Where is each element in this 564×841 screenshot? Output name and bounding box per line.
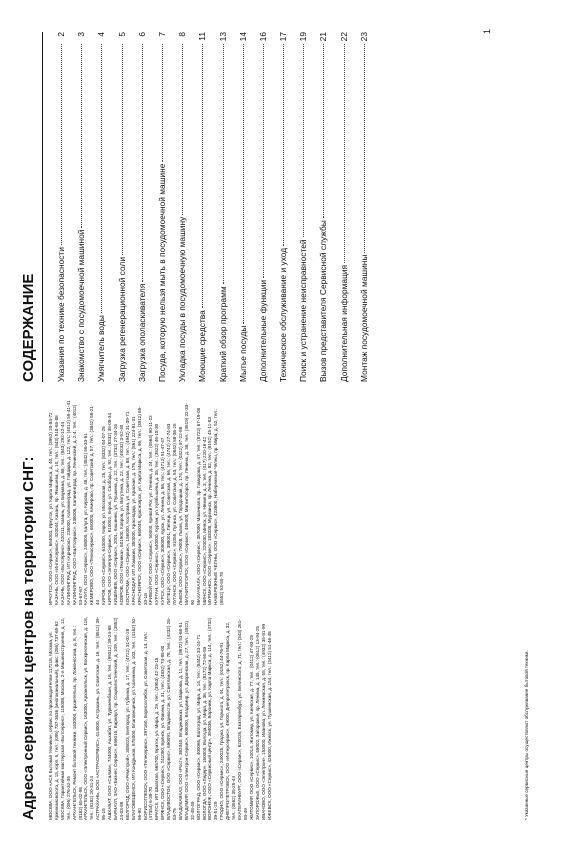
footnote: * Указанные сервисные центры осуществляют обслуживание бытовой техники. (524, 650, 529, 820)
service-center-entry: ИЖЕВСК, ООО «Сервис», 426000, Ижевск, ул. Пушкинская, д. 154, тел.: (3412) 51-46-48 (266, 631, 272, 820)
toc-entry-page: 5 (116, 32, 127, 37)
service-center-entry: КАЛУГА, ООО «Сервис», 248000, Калуга, ул. Кирова, д. 48, тел.: (4842) 56-33-61 (83, 433, 89, 605)
rotated-sheet (12, 20, 552, 820)
service-center-entry: АСТРАХАНЬ, ООО «АСТРАСЕРВИС», 414000, Астрахань, ул. Советская, д. 16, тел.: (8512) 39-95-16 (95, 616, 107, 820)
toc-entry (137, 32, 157, 382)
service-center-entry: МУРМАНСК, ООО «Сервис», 183038, Мурманск, пр. Ленина, д. 82, тел.: (8152) 45-11-83 (207, 417, 213, 605)
toc-entry (339, 32, 359, 382)
service-center-entry: КОСТРОМА, ООО «Сервис», 156000, Кострома, ул. Советская, д. 88, тел.: (4942) 31-39-71 (124, 411, 130, 605)
service-center-entry: ЕКАТЕРИНБУРГ, ООО «Сервис», 620026, Екатеринбург, ул. Белинского, д. 71, тел.: (343) 261-93-49 (237, 619, 248, 820)
service-center-entry: ВОЛГОГРАД, ООО «Сервис», 400066, Волгоград, ул. Мира, д. 14, тел.: (8442) 33-24-71 (195, 634, 201, 820)
page-number: 1 (482, 28, 492, 34)
toc-entry-title: Вызов представителя Сервисной службы (318, 220, 329, 382)
service-center-entry: БЛАГОВЕЩЕНСК, ИП Кондрыков, 675000, Благовещенск, ул. Калинина, д. 103, тел.: (4162) 52-56-90 (130, 616, 142, 820)
service-center-entry: КРАСНОЯРСК, ООО «Сервис», 660049, Красноярск, ул. Карла Маркса, д. 95, тел.: (3912) 65-33-18 (136, 406, 148, 605)
service-center-entry: ВОРОНЕЖ, ООО «Сервисный центр», 394036, Воронеж, ул. Карла Маркса, д. 114, тел.: (4732) 39-51-29 (207, 617, 219, 820)
toc-entry (258, 32, 278, 382)
service-center-entry: ГРОДНО, ООО «Сервис», 230025, Гродно, ул. Горького, д. 91, тел.: (0152) 44-76-91 (219, 642, 225, 820)
toc-leader-dots (283, 44, 284, 246)
toc-entry (359, 32, 379, 382)
service-center-entry: КАЛИНИНГРАД, ООО «Балтсервис», 236006, Калининград, пр. Ленинский, д. 2-4, тел.: (4012) 53-67-67 (71, 404, 83, 605)
service-center-entry: БРЯНСК, ООО «Сервис», 241050, Брянск, ул. Фокина, д. 31, тел.: (4832) 74-85-00 (160, 645, 166, 820)
service-center-entry: БРАТСК, ИП Шматков, 665700, Братск, ул. Мира, д. 29, тел.: (3953) 42-23-15 (154, 657, 160, 820)
toc-entry-title: Посуда, которую нельзя мыть в посудомоечной машине (156, 163, 167, 382)
toc-entry (96, 32, 116, 382)
toc-entry-page: 21 (318, 32, 329, 42)
toc-entry-title: Мытье посуды (237, 325, 248, 382)
toc-leader-dots (122, 44, 123, 255)
service-center-entry: КАЛИНИНГРАД, ИП «Арнаков», 236000, Калининград, ул. Гайдара, д. 122, тел.: (4012) 55-41-41 (65, 400, 71, 605)
service-center-entry: ЗАПОРОЖЬЕ, ООО «Сервис», 69002, Запорожье, пр. Ленина, д. 145, тел.: (0612) 13-94-25 (254, 626, 260, 820)
contents-section (12, 20, 552, 382)
service-center-entry: КИШИНЕВ, ООО «Сервис», 2001, Кишинев, ул. Пушкина, д. 22, тел.: (3732) 27-34-26 (112, 424, 118, 605)
toc-entry-page: 8 (177, 32, 188, 37)
toc-entry-title: Краткий обзор программ (217, 286, 228, 382)
toc-entry-page: 16 (257, 32, 268, 42)
service-center-entry: ИВАНОВО, ООО «Электрон», 153000, Иваново, ул. Лежневская, д. 55, тел.: (4932) 35-81-99 (260, 623, 266, 820)
service-center-entry: ВЛАДИМИР, ООО «Электрон-Сервис», 600000, Владимир, ул. Дворянская, д. 27, тел.: (4922) 32-48-49 (183, 620, 195, 820)
toc-entry-title: Умягчитель воды (96, 315, 107, 382)
service-center-entry: КУРСК, ООО «Сервис», 305000, Курск, ул. Ленина, д. 86, тел.: (4712) 51-47-47 (160, 437, 166, 605)
service-center-entry: МАГНИТОГОРСК, ООО «Сервис», 455000, Магнитогорск, пр. Ленина, д. 38, тел.: (3519) 22-33-90 (183, 403, 195, 605)
toc-entry-title: Поиск и устранение неисправностей (298, 239, 309, 382)
service-center-entry: АРХАНГЕЛЬСК, ООО «Электронный Сервис», 163000, Архангельск, ул. Воскресенская, д. 116, тел.: (8182) 20-31-24 (83, 616, 95, 820)
toc-leader-dots (243, 44, 244, 324)
service-center-entry: ЛУГАНСК, ООО «Сервис», 91055, Луганск, ул. Советская, д. 53, тел.: (0642) 58-36-25 (172, 423, 178, 605)
toc-entry (238, 32, 258, 382)
toc-entry (177, 32, 197, 382)
service-center-entry: КЕМЕРОВО, ООО «Техносервис», 650000, Кемерово, пр. Советский, д. 57, тел.: (3842) 58-21-44 (89, 404, 101, 605)
service-center-entry: КУРГАН, ООО «Сервис», 640000, Курган, ул. Куйбышева, д. 35, тел.: (3522) 46-18-30 (154, 423, 160, 605)
service-center-entry: ВЛАДИКАВКАЗ, ООО «Рост», 362040, Владикавказ, ул. Маркова, д. 11, тел.: (8672) 53-68-51 (177, 622, 183, 820)
service-centers-section (12, 400, 552, 820)
toc-entry-title: Загрузка ополаскивателя (136, 283, 147, 382)
service-center-entry: МАХАЧКАЛА, ООО «Сервис», 367000, Махачкала, пр. Гамидова, д. 47, тел.: (8722) 67-19-08 (195, 407, 201, 605)
service-center-entry: МОСКВА, ООО «АСК Бытовая техника», сервис по производителям 117218, Москва, ул. Кржижановского, д. 15, корп. 5, тел.: (095) 737-3636 (многоканальный), факс: (095) 737-65-62 (48, 621, 59, 820)
service-centers-title: Адреса сервисных центров на территории СНГ: (20, 456, 37, 820)
toc-entry (218, 32, 238, 382)
service-center-entry: ЛЬВОВ, ООО «Сервис», 79008, Львов, ул. Городоцкая, д. 174, тел.: (0322) 97-22-88 (177, 426, 183, 605)
toc-entry (76, 32, 96, 382)
service-center-entry: КАЗАНЬ, ООО «Бытсервис», 420111, Казань, ул. Баумана, д. 68, тел.: (843) 292-12-44 (59, 421, 65, 605)
service-center-entry: КРИВОЙ РОГ, ООО «Сервис», 50000, Кривой Рог, ул. Ленина, д. 24, тел.: (0564) 90-11-22 (148, 415, 154, 605)
toc-entry (278, 32, 298, 382)
toc-entry-page: 19 (298, 32, 309, 42)
toc-leader-dots (344, 44, 345, 263)
toc-entry-page: 7 (156, 32, 167, 37)
toc-leader-dots (263, 44, 264, 278)
contents-title: СОДЕРЖАНИЕ (20, 273, 37, 382)
toc-entry (318, 32, 338, 382)
toc-entry-title: Укладка посуды в посудомоечную машину (177, 216, 188, 382)
toc-leader-dots (364, 44, 365, 253)
service-center-entry: ЖИТОМИР, ООО «Сервис», 10014, Житомир, ул. Киевская, д. 77, тел.: (0412) 47-93-25 (248, 635, 254, 820)
service-centers-list (48, 400, 518, 820)
title-rule (42, 32, 43, 382)
toc-entry-page: 13 (217, 32, 228, 42)
service-center-entry: АШХАБАТ, ООО «Салма», 744000, Ашхабат, ул. Туркменбаши, д. 16, тел.: (99312) 39-24-88 (107, 625, 113, 820)
toc-leader-dots (303, 44, 304, 237)
toc-entry-title: Моющие средства (197, 310, 208, 382)
service-center-entry: КРАСНОДАР, ИП Ломакин, 350000, Краснодар, ул. Красная, д. 176, тел.: (861) 224-81-31 (130, 416, 136, 605)
service-center-entry: КИРОВ, ООО «Электро-Сервис», 610002, Киров, ул. Свободы, д. 92, тел.: (8332) 38-08-34 (107, 412, 113, 605)
service-center-entry: БЕЛГОРОД, ООО «Ремстрой», 308023, Белгород, ул. Губкина, д. 17, тел.: (4722) 31-02-28 (124, 628, 130, 820)
service-center-entry: ИРКУТСК, ООО «Сервис», 664003, Иркутск, ул. Карла Маркса, д. 40, тел.: (3952) 20-84-72 (48, 412, 53, 605)
toc-entry-title: Монтаж посудомоечной машины (358, 254, 369, 382)
service-center-entry: БОРИСОГЛЕБСК, ООО «Телесервис», 397160, Борисоглебск, ул. Советская, д. 14, тел.: (47354) 6-39-70 (142, 631, 154, 820)
toc-leader-dots (81, 44, 82, 228)
toc-entry-page: 23 (358, 32, 369, 42)
toc-entry-title: Знакомство с посудомоечной машиной (76, 229, 87, 382)
service-center-entry: ЛИПЕЦК, ООО «Сервис», 398001, Липецк, ул. Советская, д. 66, тел.: (4742) 27-74-83 (166, 423, 172, 605)
toc-leader-dots (61, 44, 62, 245)
service-center-entry: БАРНАУЛ, ЗАО «Бизнес Сервис», 656015, Барнаул, пр. Социалистический, д. 109, тел.: (3852) 24-03-88 (112, 617, 124, 820)
toc-entry-page: 2 (56, 32, 66, 37)
toc-entry (117, 32, 137, 382)
service-center-entry: ДНЕПРОПЕТРОВСК, ООО «Интерсервис», 49000, Днепропетровск, пр. Карла Маркса, д. 32, тел.: (0562) 35-25-44 (225, 621, 237, 820)
toc-entry (157, 32, 177, 382)
service-center-entry: КИРОВ, ООО «Сервис», 610000, Киров, ул. Московская, д. 25, тел.: (8332) 64-07-28 (101, 426, 107, 605)
toc-entry-title: Дополнительные функции (257, 279, 268, 382)
toc-leader-dots (162, 44, 163, 162)
toc-entry-page: 22 (338, 32, 349, 42)
toc-leader-dots (182, 44, 183, 215)
toc-leader-dots (142, 44, 143, 282)
toc-entry-page: 6 (136, 32, 147, 37)
toc-entry-page: 3 (76, 32, 87, 37)
toc-entry-page: 17 (278, 32, 289, 42)
service-center-entry: АРХАНГЕЛЬСК, Ремонт бытовой техники, 163000, Архангельск, пр. Ломоносова, д. 8, тел.: (8182) 65-02-95 (71, 626, 83, 820)
toc-entry-title: Техническое обслуживание и уход (278, 247, 289, 382)
service-centers-column-2 (48, 400, 518, 605)
service-center-entry: ВОЛОГДА, ООО «Лидер», 160000, Вологда, ул. Мира, д. 36, тел.: (8172) 72-55-89 (201, 646, 207, 820)
toc-entry-page: 11 (197, 32, 208, 41)
toc-leader-dots (101, 44, 102, 313)
toc-leader-dots (202, 44, 203, 308)
service-centers-column-1 (48, 615, 518, 820)
toc-entry-title: Дополнительная информация (338, 264, 349, 382)
table-of-contents (56, 32, 379, 382)
toc-leader-dots (223, 44, 224, 284)
service-center-entry: МОСКВА, Гарантийная мастерская «Бытсервис», 115088, Москва, 2-я Машиностроения, д. 12, тел.: (095) 276-32-35 (59, 617, 71, 820)
service-center-entry: КАЗАНЬ, ООО «Интехсервис», 420044, Казань, пр. Ямашева, д. 10, тел.: (843) 518-65-88 (53, 415, 59, 605)
toc-entry-title: Указания по технике безопасности (56, 247, 66, 382)
toc-entry-page: 14 (237, 32, 248, 42)
toc-entry-page: 4 (96, 32, 107, 37)
toc-entry-title: Загрузка регенерационной соли (116, 256, 127, 382)
toc-entry (197, 32, 217, 382)
toc-leader-dots (323, 44, 324, 218)
toc-entry (298, 32, 318, 382)
toc-entry (56, 32, 76, 382)
service-center-entry: НАБЕРЕЖНЫЕ ЧЕЛНЫ, ООО «Сервис», 423800, Набережные Челны, пр. Мира, д. 52, тел.: (8552) 53-50-78 (213, 408, 225, 605)
service-center-entry: КОВРОВ, ООО «Техника», 601900, Ковров, ул. Ватутина, д. 22, тел.: (49232) 3-52-40 (118, 424, 124, 605)
service-center-entry: ВЛАДИВОСТОК, ООО «Сервис», 690091, Владивосток, ул. Светланская, д. 78, тел.: (4232) 26-53-75 (166, 617, 178, 820)
service-center-entry: МИНСК, ООО «Сервис», 220030, Минск, ул. Немига, д. 3, тел.: (017) 220-16-42 (201, 436, 207, 605)
